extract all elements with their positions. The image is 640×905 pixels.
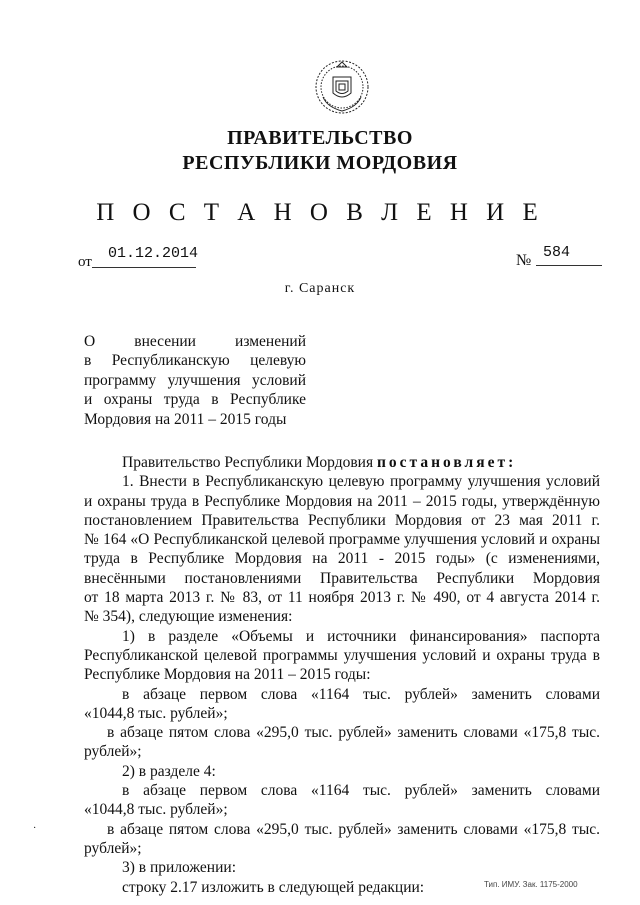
body-line: 3) в приложении: [122, 859, 236, 877]
body-line: 1) в разделе «Объемы и источники финансирования» паспорта [122, 627, 600, 645]
government-name-line1: ПРАВИТЕЛЬСТВО [227, 127, 413, 149]
body-line: 1. Внести в Республиканскую целевую программу улучшения условий [122, 473, 600, 491]
subject-line: и охраны труда в Республике [84, 391, 306, 409]
city-name: г. Саранск [284, 281, 356, 296]
body-line: в абзаце первом слова «1164 тыс. рублей» заменить словами [122, 782, 600, 800]
subject-line: Мордовия на 2011 – 2015 годы [84, 410, 287, 428]
body-line: 2) в разделе 4: [122, 762, 216, 780]
body-line: № 354), следующие изменения: [84, 608, 293, 626]
decree-word: постановляет: [376, 454, 517, 471]
body-line: «1044,8 тыс. рублей»; [84, 704, 228, 722]
body-line: Республике Мордовия на 2011 – 2015 годы: [84, 666, 371, 684]
body-line: в абзаце первом слова «1164 тыс. рублей» заменить словами [122, 685, 600, 703]
subject-line: О внесении изменений [84, 333, 306, 350]
date-label: от [78, 254, 92, 270]
body-line: постановлением Правительства Республики Мордовия от 23 мая 2011 г. [84, 511, 600, 529]
document-date: 01.12.2014 [108, 245, 199, 262]
body-line: рублей»; [84, 839, 142, 857]
body-line: № 164 «О Республиканской целевой программе улучшения условий и охраны [84, 531, 600, 549]
document-number: 584 [543, 244, 571, 261]
body-line: в абзаце пятом слова «295,0 тыс. рублей» заменить словами «175,8 тыс. [107, 820, 600, 838]
coat-of-arms-emblem [313, 57, 371, 115]
document-body [84, 453, 600, 897]
body-line: труда в Республике Мордовия на 2011 - 2015 годы» (с изменениями, [84, 550, 600, 568]
body-line: рублей»; [84, 743, 142, 761]
body-line: Республиканской целевой программы улучшения условий и охраны труда в [84, 646, 600, 664]
document-type-title: П О С Т А Н О В Л Е Н И Е [96, 199, 544, 226]
subject-line: в Республиканскую целевую [84, 352, 306, 370]
number-underline [536, 265, 602, 266]
body-line: строку 2.17 изложить в следующей редакции: [122, 878, 425, 896]
print-info: Тип. ИМУ. Зак. 1175-2000 [484, 880, 578, 889]
body-line: «1044,8 тыс. рублей»; [84, 801, 228, 819]
body-line: и охраны труда в Республике Мордовия на 2011 – 2015 годы, утверждённую [84, 492, 600, 510]
intro-prefix: Правительство Республики Мордовия [122, 454, 374, 471]
subject-line: программу улучшения условий [84, 371, 306, 389]
government-name-line2: РЕСПУБЛИКИ МОРДОВИЯ [182, 152, 458, 174]
number-label: № [516, 252, 532, 269]
body-line: от 18 марта 2013 г. № 83, от 11 ноября 2013 г. № 490, от 4 августа 2014 г. [84, 589, 600, 607]
date-underline [92, 267, 196, 268]
body-line: внесёнными постановлениями Правительства Республики Мордовия [84, 569, 600, 587]
document-subject [84, 332, 306, 429]
body-line: в абзаце пятом слова «295,0 тыс. рублей» заменить словами «175,8 тыс. [107, 724, 600, 742]
margin-mark: · [33, 823, 37, 834]
intro-line [84, 453, 600, 472]
